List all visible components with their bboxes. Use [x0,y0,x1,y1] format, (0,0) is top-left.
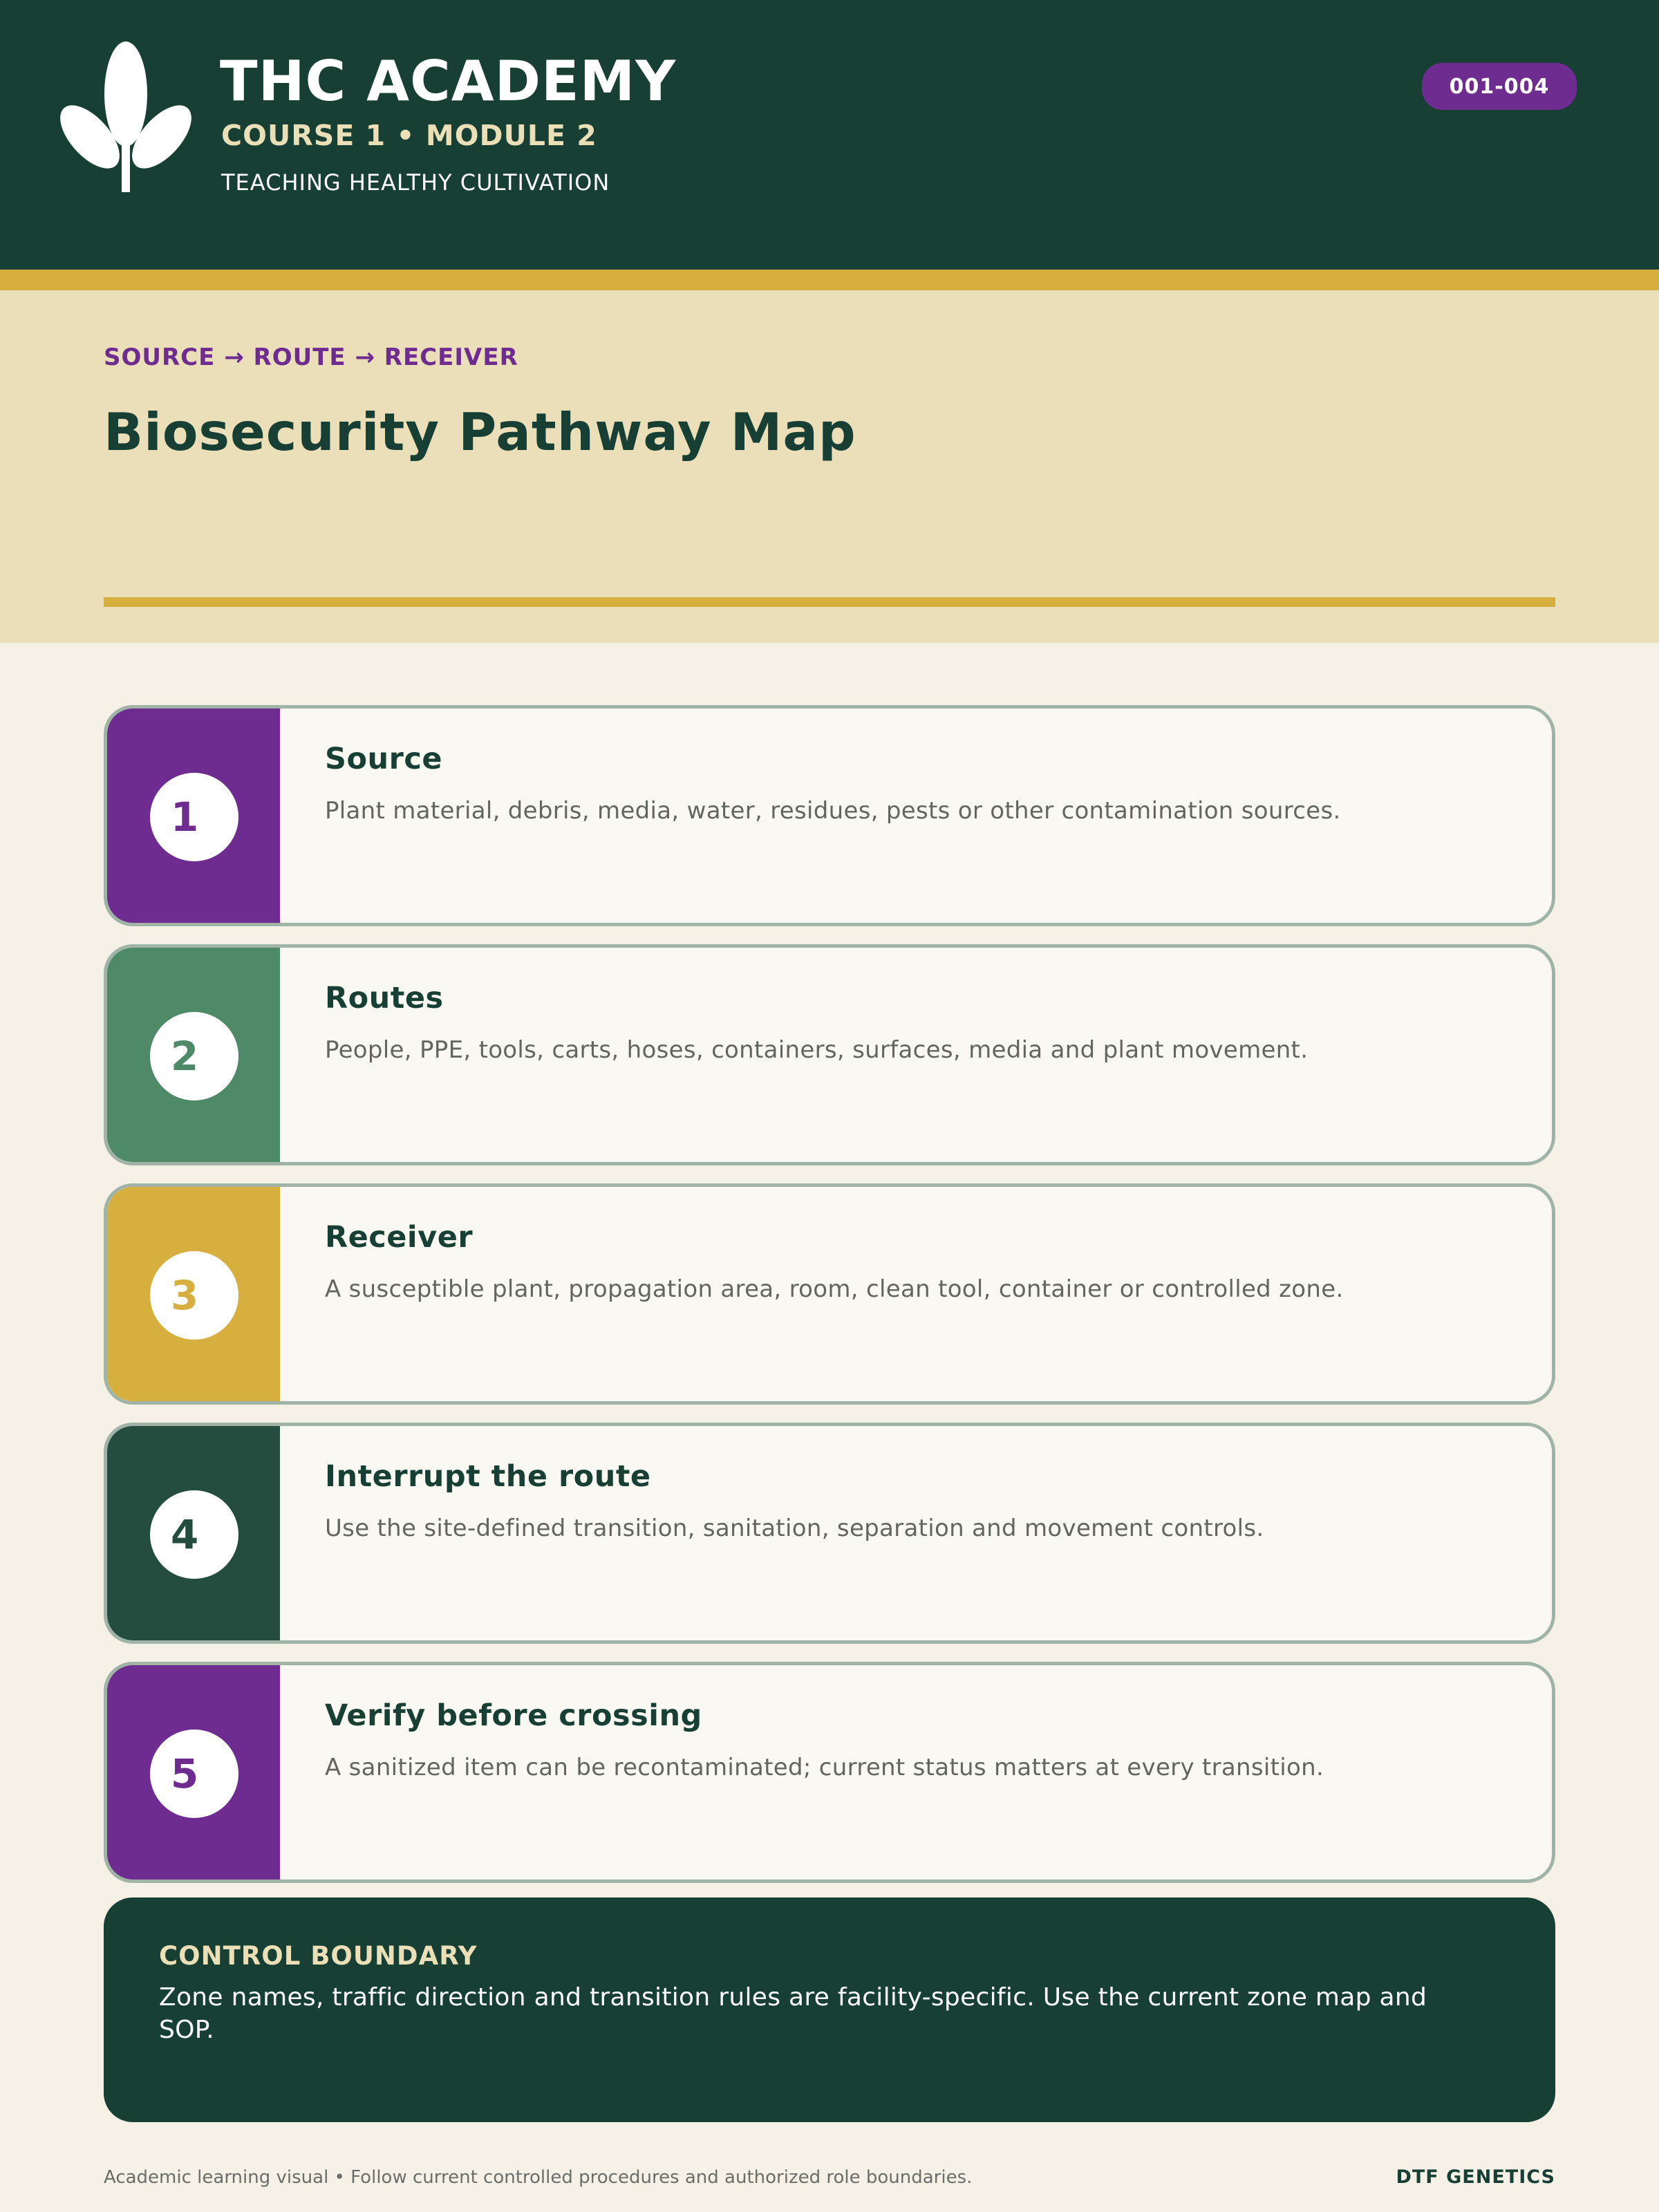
step-number: 2 [170,1033,199,1080]
hero-rule [104,597,1555,607]
step-card [104,1183,1555,1405]
pathway-steps [104,705,1555,1901]
header [0,0,1659,270]
step-color-tab [107,1665,280,1880]
step-number: 4 [170,1511,199,1558]
step-number-circle [150,1251,238,1340]
step-color-tab [107,1187,280,1401]
step-card [104,1423,1555,1644]
control-boundary-text: Zone names, traffic direction and transition rules are facility-specific. Use the current zone map and SOP. [159,1983,1427,2044]
step-description: Plant material, debris, media, water, residues, pests or other contamination sources. [325,797,1341,825]
step-description: A sanitized item can be recontaminated; current status matters at every transition. [325,1754,1324,1781]
brand-title: THC ACADEMY [220,49,677,113]
course-module-label: COURSE 1 • MODULE 2 [221,119,597,152]
step-number-circle [150,1490,238,1579]
step-number: 1 [170,794,199,841]
step-title: Receiver [325,1220,474,1255]
step-card [104,1662,1555,1883]
step-number-circle [150,773,238,861]
step-color-tab [107,948,280,1162]
step-number-circle [150,1730,238,1818]
brand-tagline: TEACHING HEALTHY CULTIVATION [221,169,610,196]
control-boundary-panel [104,1897,1555,2122]
step-number: 3 [170,1272,199,1319]
step-title: Source [325,742,442,776]
step-color-tab [107,709,280,923]
step-card [104,944,1555,1165]
leaf-icon [55,40,194,192]
document-code-badge: 001-004 [1422,63,1577,110]
step-description: Use the site-defined transition, sanitation, separation and movement controls. [325,1515,1264,1542]
control-boundary-title: CONTROL BOUNDARY [159,1941,478,1971]
step-number-circle [150,1012,238,1100]
step-card [104,705,1555,926]
step-description: People, PPE, tools, carts, hoses, containers, surfaces, media and plant movement. [325,1036,1309,1064]
footer-note: Academic learning visual • Follow current controlled procedures and authorized role boundaries. [104,2167,973,2188]
header-divider [0,270,1659,290]
page-title: Biosecurity Pathway Map [104,402,856,462]
step-description: A susceptible plant, propagation area, room, clean tool, container or controlled zone. [325,1275,1344,1303]
step-color-tab [107,1426,280,1640]
step-title: Verify before crossing [325,1698,702,1733]
step-number: 5 [170,1750,199,1797]
step-title: Routes [325,981,444,1015]
footer-brand: DTF GENETICS [1396,2166,1555,2188]
step-title: Interrupt the route [325,1459,651,1494]
hero-kicker: SOURCE → ROUTE → RECEIVER [104,344,518,371]
